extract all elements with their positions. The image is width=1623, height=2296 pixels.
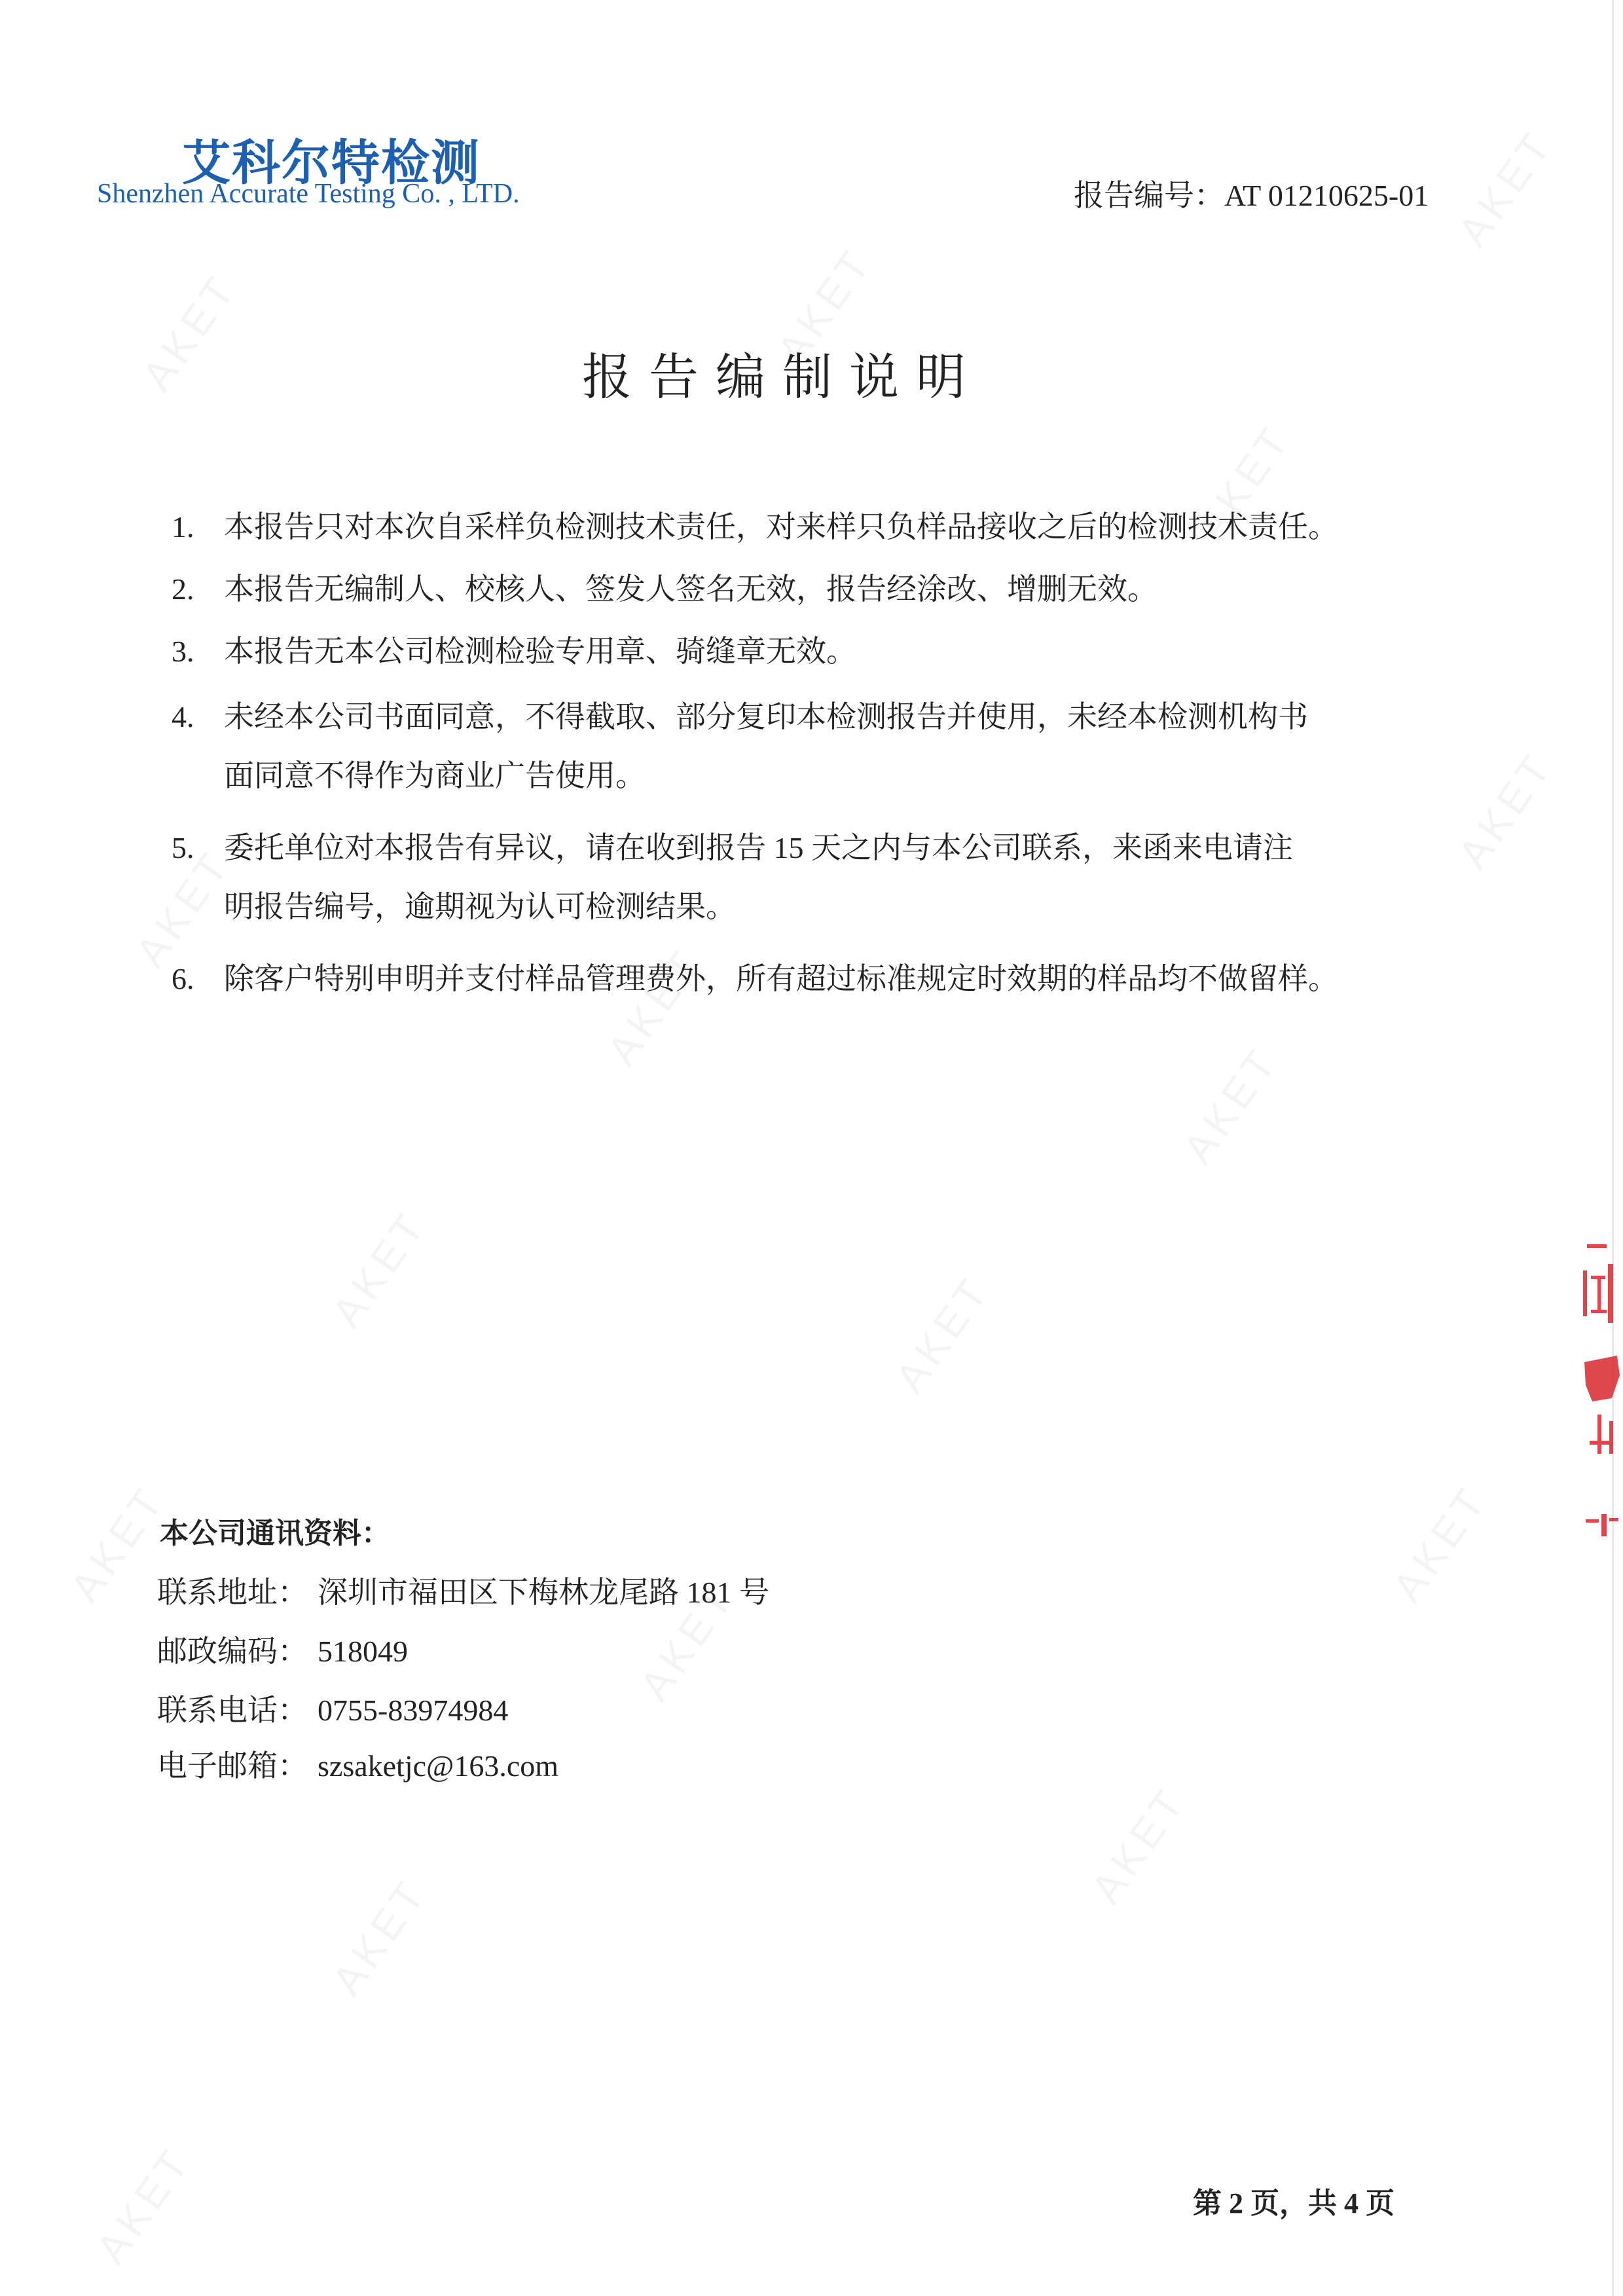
- logo-english-name: Shenzhen Accurate Testing Co. , LTD.: [97, 179, 520, 209]
- watermark: [1448, 120, 1563, 255]
- contact-phone: 0755-83974984: [318, 1694, 509, 1727]
- page-title: 报告编制说明: [582, 348, 983, 406]
- list-item-text: 本报告无本公司检测检验专用章、骑缝章无效。: [224, 635, 856, 668]
- list-item-number: 1.: [172, 510, 194, 544]
- seal-stamp: [1578, 1244, 1623, 1546]
- contact-address-row: [157, 1568, 769, 1612]
- watermark: [322, 1869, 437, 2004]
- contact-postcode: 518049: [318, 1635, 408, 1668]
- list-item-number: 6.: [172, 962, 194, 995]
- contact-label: 邮政编码：: [157, 1635, 308, 1668]
- watermark: [1082, 1777, 1196, 1912]
- page-indicator: 第 2 页，共 4 页: [1193, 2187, 1395, 2219]
- report-number: 报告编号：AT 01210625-01: [1074, 179, 1429, 212]
- watermark: [1383, 1476, 1497, 1611]
- list-item-text: 本报告无编制人、校核人、签发人签名无效，报告经涂改、增删无效。: [224, 572, 1158, 606]
- list-item-number: 4.: [172, 700, 194, 733]
- contact-label: 电子邮箱：: [157, 1749, 308, 1783]
- contact-email: szsaketjc@163.com: [318, 1749, 559, 1783]
- list-item-number: 2.: [172, 572, 194, 606]
- watermark: [1448, 743, 1563, 878]
- list-item-text: 委托单位对本报告有异议，请在收到报告 15 天之内与本公司联系，来函来电请注 明报告编号，逾期视为认可检测结果。: [224, 831, 1293, 923]
- watermark: [86, 2138, 201, 2272]
- contact-phone-row: [157, 1686, 508, 1730]
- list-item-text: 未经本公司书面同意，不得截取、部分复印本检测报告并使用，未经本检测机构书 面同意不得作为商业广告使用。: [224, 700, 1308, 792]
- watermark: [885, 1267, 1000, 1401]
- list-item-text: 本报告只对本次自采样负检测技术责任，对来样只负样品接收之后的检测技术责任。: [224, 510, 1338, 544]
- list-item-number: 5.: [172, 831, 194, 864]
- watermark: [322, 1201, 437, 1336]
- logo-chinese-name: 艾科尔特检测: [182, 135, 481, 191]
- contact-postcode-row: [157, 1627, 408, 1671]
- contact-address: 深圳市福田区下梅林龙尾路 181 号: [318, 1576, 769, 1609]
- contact-email-row: [157, 1742, 558, 1785]
- contact-label: 联系地址：: [157, 1576, 308, 1609]
- scan-edge-line: [1612, 0, 1614, 2296]
- contact-heading: 本公司通讯资料：: [160, 1517, 390, 1550]
- contact-label: 联系电话：: [157, 1694, 308, 1727]
- list-item-text: 除客户特别申明并支付样品管理费外，所有超过标准规定时效期的样品均不做留样。: [224, 962, 1338, 995]
- list-item-number: 3.: [172, 635, 194, 668]
- watermark: [1173, 1037, 1288, 1172]
